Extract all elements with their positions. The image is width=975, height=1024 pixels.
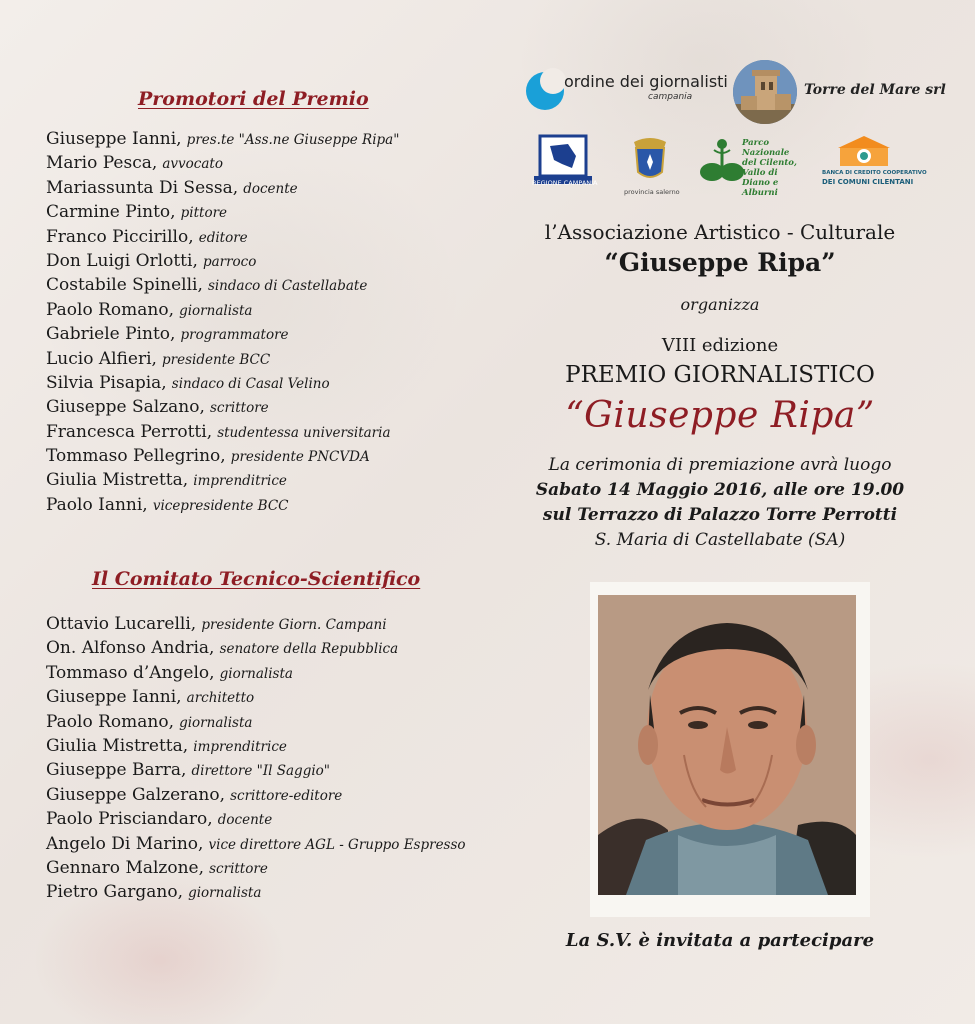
promotori-member xyxy=(46,200,399,224)
promotori-member xyxy=(46,225,399,249)
regione-label: REGIONE CAMPANIA xyxy=(532,179,598,187)
member-name: Mario Pesca, xyxy=(46,153,158,174)
member-name: Don Luigi Orlotti, xyxy=(46,250,198,271)
member-role: imprenditrice xyxy=(193,738,287,755)
member-name: Franco Piccirillo, xyxy=(46,226,194,247)
left-panel xyxy=(0,0,480,1024)
comitato-member xyxy=(46,636,466,660)
banca-cilento-logo xyxy=(822,134,927,194)
member-role: sindaco di Casal Velino xyxy=(171,375,330,392)
promotori-member xyxy=(46,322,399,346)
regione-shield-icon xyxy=(532,134,594,184)
member-name: Paolo Romano, xyxy=(46,299,174,320)
comitato-member xyxy=(46,783,466,807)
ceremony-line: La cerimonia di premiazione avrà luogo xyxy=(548,455,892,475)
promotori-member xyxy=(46,176,399,200)
provincia-crest-icon xyxy=(624,134,676,184)
promotori-member xyxy=(46,395,399,419)
parco-cilento-logo xyxy=(698,134,798,198)
promotori-member xyxy=(46,249,399,273)
member-role: pittore xyxy=(180,205,228,222)
provincia-label: provincia salerno xyxy=(624,188,680,196)
promotori-member xyxy=(46,273,399,297)
torre-tower-icon xyxy=(733,60,797,124)
banca-label-1: BANCA DI CREDITO COOPERATIVO xyxy=(822,170,927,176)
member-role: vice direttore AGL - Gruppo Espresso xyxy=(208,836,466,853)
banca-label-2: DEI COMUNI CILENTANI xyxy=(822,178,914,186)
member-role: giornalista xyxy=(179,302,253,319)
invite-line: La S.V. è invitata a partecipare xyxy=(565,930,875,951)
ordine-sublabel: campania xyxy=(648,92,693,102)
member-name: Giulia Mistretta, xyxy=(46,735,189,756)
promotori-title: Promotori del Premio xyxy=(138,88,369,110)
member-name: Mariassunta Di Sessa, xyxy=(46,177,239,198)
member-role: giornalista xyxy=(179,714,253,731)
banca-building-icon xyxy=(834,134,894,168)
member-name: Costabile Spinelli, xyxy=(46,275,203,296)
member-role: vicepresidente BCC xyxy=(152,497,289,514)
torre-label: Torre del Mare srl xyxy=(804,82,946,98)
comitato-member xyxy=(46,832,466,856)
parco-flower-icon xyxy=(698,134,746,186)
comitato-member xyxy=(46,758,466,782)
comitato-member xyxy=(46,685,466,709)
comitato-member xyxy=(46,661,466,685)
comitato-member xyxy=(46,880,466,904)
member-role: presidente BCC xyxy=(162,351,271,368)
member-name: Ottavio Lucarelli, xyxy=(46,614,197,634)
member-name: Gabriele Pinto, xyxy=(46,324,176,345)
member-role: scrittore-editore xyxy=(230,787,343,804)
member-name: Carmine Pinto, xyxy=(46,202,176,223)
comitato-title: Il Comitato Tecnico-Scientifico xyxy=(92,568,421,590)
ordine-giornalisti-logo xyxy=(526,70,736,110)
member-name: Giulia Mistretta, xyxy=(46,470,189,491)
member-role: scrittore xyxy=(209,860,268,877)
ordine-label: ordine dei giornalisti xyxy=(564,72,728,91)
comitato-member xyxy=(46,734,466,758)
organizza-text: organizza xyxy=(680,295,760,314)
member-role: scrittore xyxy=(209,400,269,417)
promotori-member xyxy=(46,347,399,371)
member-name: Giuseppe Ianni, xyxy=(46,687,182,708)
member-name: Tommaso Pellegrino, xyxy=(46,446,226,467)
promotori-member xyxy=(46,371,399,395)
portrait-photo xyxy=(598,595,856,895)
promotori-member xyxy=(46,468,399,492)
comitato-list xyxy=(46,612,466,905)
association-name: “Giuseppe Ripa” xyxy=(604,248,836,277)
comitato-member xyxy=(46,807,466,831)
member-name: Paolo Romano, xyxy=(46,711,174,732)
member-role: imprenditrice xyxy=(193,473,287,490)
member-role: giornalista xyxy=(188,885,262,902)
member-name: Silvia Pisapia, xyxy=(46,372,167,393)
location-line: S. Maria di Castellabate (SA) xyxy=(594,530,846,550)
regione-campania-logo xyxy=(532,134,598,194)
venue-line: sul Terrazzo di Palazzo Torre Perrotti xyxy=(542,505,898,525)
member-role: pres.te "Ass.ne Giuseppe Ripa" xyxy=(186,132,400,148)
member-name: Giuseppe Barra, xyxy=(46,760,187,781)
prize-title: PREMIO GIORNALISTICO xyxy=(565,362,875,388)
comitato-member xyxy=(46,710,466,734)
promotori-member xyxy=(46,127,399,151)
member-role: studentessa universitaria xyxy=(217,424,391,441)
member-name: Paolo Prisciandaro, xyxy=(46,809,213,830)
member-role: senatore della Repubblica xyxy=(219,641,399,658)
member-name: Giuseppe Ianni, xyxy=(46,129,182,149)
member-name: Giuseppe Galzerano, xyxy=(46,784,225,805)
promotori-member xyxy=(46,298,399,322)
member-role: presidente Giorn. Campani xyxy=(201,617,387,633)
comitato-member xyxy=(46,612,466,636)
prize-name: “Giuseppe Ripa” xyxy=(565,395,875,436)
member-role: direttore "Il Saggio" xyxy=(191,763,331,780)
member-role: editore xyxy=(198,229,248,246)
association-line: l’Associazione Artistico - Culturale xyxy=(544,220,896,244)
edition-text: VIII edizione xyxy=(661,335,779,356)
member-name: Paolo Ianni, xyxy=(46,494,148,515)
member-name: Angelo Di Marino, xyxy=(46,833,204,854)
member-name: Tommaso d’Angelo, xyxy=(46,662,215,683)
comitato-member xyxy=(46,856,466,880)
promotori-member xyxy=(46,493,399,517)
promotori-member xyxy=(46,151,399,175)
member-role: parroco xyxy=(202,253,257,270)
promotori-member xyxy=(46,444,399,468)
member-name: Lucio Alfieri, xyxy=(46,348,157,369)
provincia-salerno-logo xyxy=(624,134,680,196)
member-name: Giuseppe Salzano, xyxy=(46,397,205,418)
member-role: giornalista xyxy=(219,665,293,682)
promotori-member xyxy=(46,420,399,444)
member-role: presidente PNCVDA xyxy=(230,449,370,466)
parco-label: Parco Nazionale del Cilento, Vallo di Diano e Alburni xyxy=(742,138,797,198)
member-role: programmatore xyxy=(180,327,289,344)
member-name: On. Alfonso Andria, xyxy=(46,638,215,659)
member-role: sindaco di Castellabate xyxy=(207,278,368,295)
member-role: docente xyxy=(217,812,273,829)
member-name: Pietro Gargano, xyxy=(46,882,183,903)
member-role: docente xyxy=(243,180,298,197)
promotori-list xyxy=(46,127,399,517)
member-name: Francesca Perrotti, xyxy=(46,421,213,442)
member-role: avvocato xyxy=(162,156,223,173)
date-line: Sabato 14 Maggio 2016, alle ore 19.00 xyxy=(535,480,905,500)
member-role: architetto xyxy=(186,690,255,707)
member-name: Gennaro Malzone, xyxy=(46,857,205,878)
